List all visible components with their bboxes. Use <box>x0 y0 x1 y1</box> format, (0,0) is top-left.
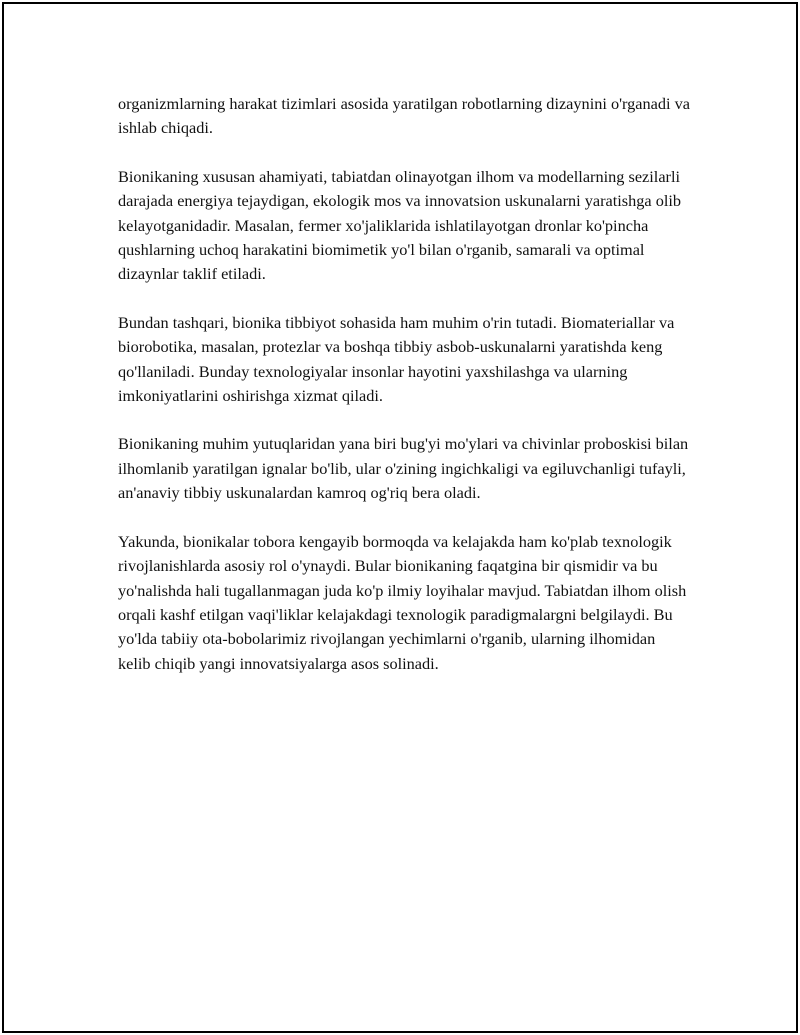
document-body <box>118 92 690 700</box>
paragraph: Bionikaning muhim yutuqlaridan yana biri bug'yi mo'ylari va chivinlar proboskisi bilan ilhomlanib yaratilgan ignalar bo'lib, ular o'zining ingichkaligi va egiluvchanligi tufayli, an'anaviy tibbiy uskunalardan kamroq og'riq bera oladi. <box>118 434 689 503</box>
paragraph: Bundan tashqari, bionika tibbiyot sohasida ham muhim o'rin tutadi. Biomateriallar va biorobotika, masalan, protezlar va boshqa tibbiy asbob-uskunalarni yaratishda keng qo'llaniladi. Bunday texnologiyalar insonlar hayotini yaxshilashga va ularning imkoniyatlarini oshirishga xizmat qiladi. <box>118 312 675 406</box>
paragraph: organizmlarning harakat tizimlari asosida yaratilgan robotlarning dizaynini o'rganadi va ishlab chiqadi. <box>118 94 690 138</box>
paragraph: Bionikaning xususan ahamiyati, tabiatdan olinayotgan ilhom va modellarning sezilarli darajada energiya tejaydigan, ekologik mos va innovatsion uskunalarni yaratishga olib kelayotganidadir. Masalan, fermer xo'jaliklarida ishlatilayotgan dronlar ko'pincha qushlarning uchoq harakatini biomimetik yo'l bilan o'rganib, samarali va optimal dizaynlar taklif etiladi. <box>118 166 682 284</box>
paragraph: Yakunda, bionikalar tobora kengayib bormoqda va kelajakda ham ko'plab texnologik rivojlanishlarda asosiy rol o'ynaydi. Bular bionikaning faqatgina bir qismidir va bu yo'nalishda hali tugallanmagan juda ko'p ilmiy loyihalar mavjud. Tabiatdan ilhom olish orqali kashf etilgan vaqi'liklar kelajakdagi texnologik paradigmalargni belgilaydi. Bu yo'lda tabiiy ota-bobolarimiz rivojlangan yechimlarni o'rganib, ularning ilhomidan kelib chiqib yangi innovatsiyalarga asos solinadi. <box>118 531 687 673</box>
